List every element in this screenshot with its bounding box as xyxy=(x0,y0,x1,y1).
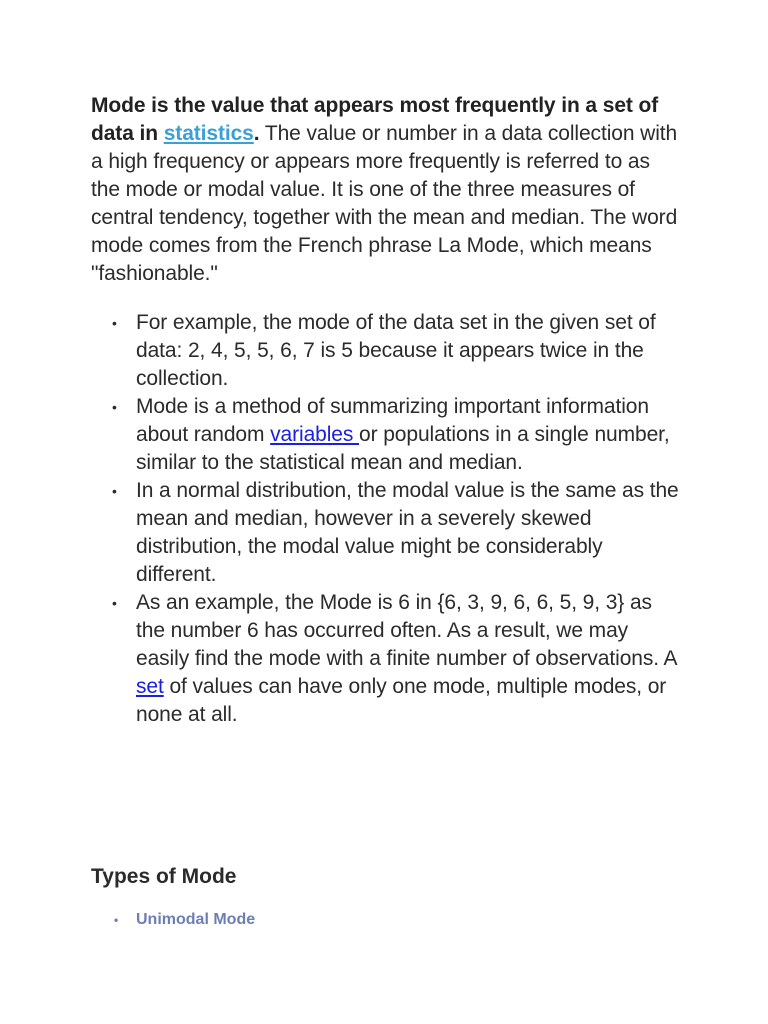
bullet-icon: • xyxy=(112,483,117,499)
list-item-text: Mode is a method of summarizing important information about random xyxy=(136,395,649,446)
mode-points-list xyxy=(91,309,680,729)
list-item-text: or populations in a single number, similar to the statistical mean and median. xyxy=(136,423,670,474)
unimodal-mode-link[interactable]: Unimodal Mode xyxy=(136,911,256,928)
list-item-text: For example, the mode of the data set in the given set of data: 2, 4, 5, 5, 6, 7 is 5 because it appears twice in the collection. xyxy=(136,311,656,390)
list-item-text: In a normal distribution, the modal value is the same as the mean and median, however in a severely skewed distribution, the modal value might be considerably different. xyxy=(136,479,679,586)
statistics-link[interactable]: statistics xyxy=(163,122,254,145)
bullet-icon: • xyxy=(112,399,117,415)
set-link[interactable]: set xyxy=(136,675,164,698)
intro-bold-period: . xyxy=(253,122,260,145)
intro-paragraph xyxy=(91,92,680,288)
bullet-icon: • xyxy=(114,913,119,927)
variables-link[interactable]: variables xyxy=(270,423,360,446)
types-of-mode-list xyxy=(91,908,255,932)
types-of-mode-heading: Types of Mode xyxy=(91,865,237,888)
list-item xyxy=(112,589,680,729)
list-item-text: of values can have only one mode, multiple modes, or none at all. xyxy=(136,675,667,726)
list-item xyxy=(112,309,680,393)
list-item[interactable] xyxy=(114,908,256,932)
list-item-text: As an example, the Mode is 6 in {6, 3, 9, 6, 6, 5, 9, 3} as the number 6 has occurred often. As a result, we may easily find the mode with a finite number of observations. A xyxy=(136,591,677,670)
list-item xyxy=(112,393,680,477)
bullet-icon: • xyxy=(112,315,117,331)
intro-text: The value or number in a data collection with a high frequency or appears more frequently is referred to as the mode or modal value. It is one of the three measures of central tendency, together with the mean and median. The word mode comes from the French phrase La Mode, which means "fashionable." xyxy=(91,122,678,285)
bullet-icon: • xyxy=(112,595,117,611)
intro-bold-lead: Mode is the value that appears most frequently in a set of data in xyxy=(91,94,659,145)
list-item xyxy=(112,477,680,589)
